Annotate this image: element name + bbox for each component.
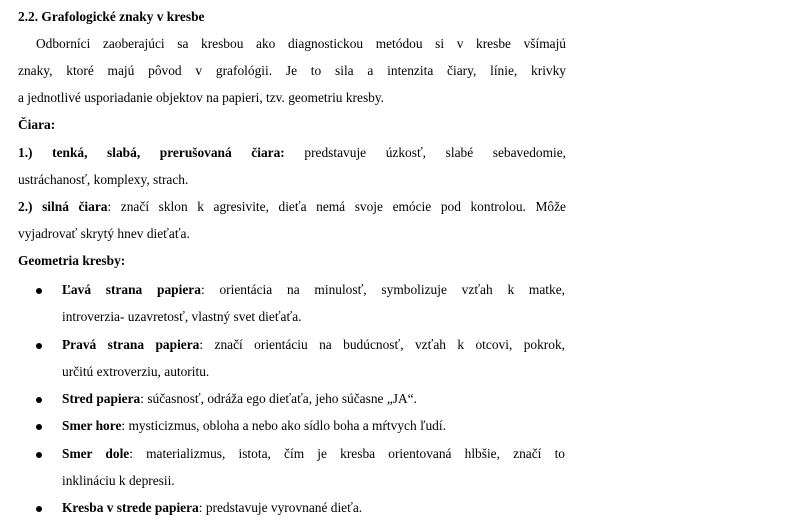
geometry-item-1-term: Ľavá strana papiera [62,282,201,297]
geometry-item-3-text: : súčasnosť, odráža ego dieťaťa, jeho súčasne „JA“. [140,391,417,406]
intro-line-1: Odborníci zaoberajúci sa kresbou ako diagnostickou metódou si v kresbe všímajú [36,36,566,51]
bullet-icon [36,343,42,349]
geometry-item-2-term: Pravá strana papiera [62,337,200,352]
geometry-item-1-continuation: introverzia- uzavretosť, vlastný svet dieťaťa. [62,309,302,324]
section-heading: 2.2. Grafologické znaky v kresbe [18,9,205,24]
intro-line-3: a jednotlivé usporiadanie objektov na papieri, tzv. geometriu kresby. [18,90,385,105]
geometry-item-1-text: : orientácia na minulosť, symbolizuje vzťah k matke, [200,282,566,297]
geometry-heading: Geometria kresby: [18,253,126,268]
geometry-item-1 [62,282,565,298]
geometry-item-6-term: Kresba v strede papiera [62,500,199,515]
geometry-item-2-text: : značí orientáciu na budúcnosť, vzťah k otcovi, pokrok, [199,337,565,352]
geometry-item-5-text: : materializmus, istota, čím je kresba orientovaná hlbšie, značí to [129,446,565,461]
line-item-2 [18,199,566,215]
line-heading: Čiara: [18,117,56,132]
bullet-icon [36,506,42,512]
geometry-item-4-text: : mysticizmus, obloha a nebo ako sídlo boha a mŕtvych ľudí. [121,418,446,433]
bullet-icon [36,424,42,430]
geometry-item-2-continuation: určitú extroverziu, autoritu. [62,364,210,379]
bullet-icon [36,397,42,403]
geometry-item-5-term: Smer dole [62,446,130,461]
geometry-item-4-term: Smer hore [62,418,122,433]
geometry-item-6 [62,500,362,516]
line-item-1 [18,145,566,161]
bullet-icon [36,288,42,294]
geometry-item-6-text: : predstavuje vyrovnané dieťa. [198,500,363,515]
geometry-item-2 [62,337,565,353]
geometry-item-4 [62,418,446,434]
line-item-2-text: : značí sklon k agresivite, dieťa nemá svoje emócie pod kontrolou. Môže [107,199,566,214]
line-item-1-continuation: ustráchanosť, komplexy, strach. [18,172,189,187]
bullet-icon [36,452,42,458]
line-item-1-text: predstavuje úzkosť, slabé sebavedomie, [284,145,567,160]
line-item-1-term: 1.) tenká, slabá, prerušovaná čiara: [18,145,285,160]
geometry-item-3 [62,391,417,407]
geometry-item-3-term: Stred papiera [62,391,141,406]
line-item-2-continuation: vyjadrovať skrytý hnev dieťaťa. [18,226,190,241]
geometry-item-5 [62,446,565,462]
intro-line-2: znaky, ktoré majú pôvod v grafológii. Je to sila a intenzita čiary, línie, krivky [18,63,566,78]
geometry-item-5-continuation: inklináciu k depresii. [62,473,175,488]
line-item-2-term: 2.) silná čiara [18,199,108,214]
